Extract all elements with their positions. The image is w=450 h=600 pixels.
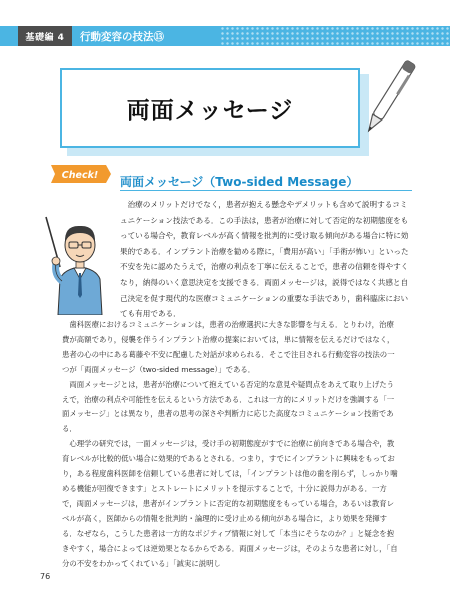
chapter-tab: 基礎編 4 — [18, 26, 72, 46]
body-paragraph: 両面メッセージとは，患者が治療について抱えている否定的な意見や疑問点をあえて取り上げたうえで，治療の利点や可能性を伝えるという方法である．これは一方的にメリットだけを強調する「一面メッセージ」とは異なり，患者の思考の深さや判断力に応じた高度なコミュニケーション技術である． — [62, 379, 395, 434]
teacher-illustration — [36, 205, 114, 315]
page-number: 76 — [40, 572, 51, 581]
header-dot-pattern — [220, 26, 450, 46]
page-title: 両面メッセージ — [126, 97, 294, 124]
check-badge — [48, 163, 112, 185]
pen-icon — [358, 54, 418, 144]
check-badge-label: Check! — [61, 170, 99, 181]
body-paragraph: 心理学の研究では，一面メッセージは，受け手の初期態度がすでに治療に前向きである場合や，教育レベルが比較的低い場合に効果的であるとされる．つまり，すでにインプラントに興味をもっており，ある程度歯科医師を信頼している患者に対しては，「インプラントは他の歯を削らず，しっかり噛める機能が回復できます」とストレートにメリットを提示することで，十分に説得力がある．一方で，両面メッセージは，患者がインプラントに否定的な初期態度をもっている場合，あるいは教育レベルが高く，医師からの情報を批判的・論理的に受け止める傾向がある場合に，より効果を発揮する．なぜなら，こうした患者は一方的なポジティブ情報に対して「本当にそうなのか？」と疑念を抱きやすく，場合によっては逆効果となるからである．両面メッセージは，そのような患者に対し，「自分の不安をわかってくれている」「誠実に説明し — [62, 439, 398, 568]
intro-paragraph: 治療のメリットだけでなく，患者が抱える懸念やデメリットも含めて説明するコミュニケーション技法である．この手法は，患者が治療に対して否定的な初期態度をもっている場合や，教育レベルが高く情報を批判的に受け取る傾向がある場合に特に効果的である．インプラント治療を勧める際に，「費用が高い」「手術が怖い」といった不安を先に認めたうえで，治療の利点を丁寧に伝えることで，患者の信頼を得やすくなり，納得のいく意思決定を支援できる．両面メッセージは，説得ではなく共感と自己決定を促す現代的な医療コミュニケーションの重要な手法であり，歯科臨床においても有用である． — [120, 200, 409, 319]
body-text — [62, 318, 400, 571]
section-title: 行動変容の技法⑬ — [80, 31, 164, 43]
title-card — [60, 68, 360, 148]
intro-text — [120, 197, 412, 322]
sub-heading: 両面メッセージ（Two-sided Message） — [120, 175, 359, 189]
body-paragraph: 歯科医療におけるコミュニケーションは，患者の治療選択に大きな影響を与える．とりわけ，治療費が高額であり，侵襲を伴うインプラント治療の提案においては，単に情報を伝えるだけではなく，患者の心の中にある葛藤や不安に配慮した対話が求められる．そこで注目される行動変容の技法の一つが「両面メッセージ（two-sided message）」である． — [62, 320, 395, 374]
sub-heading-rule — [120, 190, 412, 191]
